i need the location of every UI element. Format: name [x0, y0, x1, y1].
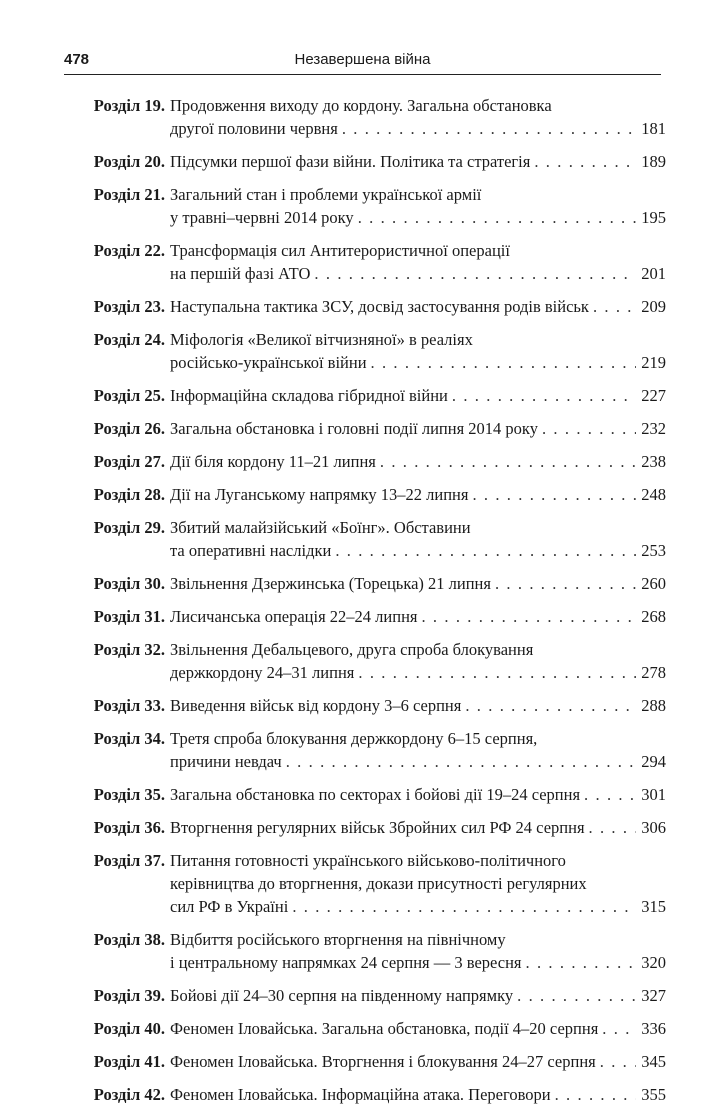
toc-entry-title-line: Питання готовності українського військово-політичного — [170, 851, 566, 870]
dot-leader — [417, 605, 636, 628]
toc-entry-title-line: у травні–червні 2014 року . . . 195 — [170, 206, 666, 229]
toc-entry-page: 238 — [641, 452, 666, 471]
toc-entry-title-line: Дії на Луганському напрямку 13–22 липня . . . 248 — [170, 483, 666, 506]
toc-entry-title — [170, 572, 666, 595]
toc-entry-title — [170, 984, 666, 1007]
toc-entry-label: Розділ 32. — [93, 640, 165, 659]
toc-entry-title-line: Наступальна тактика ЗСУ, досвід застосування родів військ . . . 209 — [170, 295, 666, 318]
toc-entry-title-line: причини невдач . . . 294 — [170, 750, 666, 773]
page-header — [64, 48, 661, 75]
toc-entry-title — [170, 417, 666, 440]
toc-entry-title — [170, 849, 666, 918]
toc-entry — [0, 638, 725, 684]
toc-entry-title-line: Загальна обстановка по секторах і бойові дії 19–24 серпня . . . 301 — [170, 783, 666, 806]
toc-entry-page: 181 — [641, 119, 666, 138]
dot-leader — [310, 262, 636, 285]
toc-entry-label: Розділ 23. — [93, 297, 165, 316]
toc-entry-label: Розділ 25. — [93, 386, 165, 405]
dot-leader — [331, 539, 636, 562]
toc-entry-page: 268 — [641, 607, 666, 626]
toc-entry-page: 248 — [641, 485, 666, 504]
dot-leader — [585, 816, 636, 839]
toc-entry — [0, 1050, 725, 1073]
dot-leader — [589, 295, 636, 318]
running-title: Незавершена війна — [294, 51, 431, 68]
toc-entry — [0, 694, 725, 717]
toc-entry-label: Розділ 36. — [93, 818, 165, 837]
toc-entry-title-line: Збитий малайзійський «Боїнг». Обставини — [170, 518, 471, 537]
toc-entry-page: 315 — [641, 897, 666, 916]
page-number: 478 — [64, 51, 90, 68]
toc-entry-title — [170, 816, 666, 839]
toc-entry-label: Розділ 20. — [93, 152, 165, 171]
toc-entry-title-line: Виведення військ від кордону 3–6 серпня . . . 288 — [170, 694, 666, 717]
toc-entry-title-line: Дії біля кордону 11–21 липня . . . 238 — [170, 450, 666, 473]
toc-entry-label: Розділ 22. — [93, 241, 165, 260]
dot-leader — [513, 984, 636, 1007]
toc-entry-title — [170, 1050, 666, 1073]
dot-leader — [376, 450, 636, 473]
toc-entry — [0, 450, 725, 473]
toc-entry-label: Розділ 35. — [93, 785, 165, 804]
toc-entry-title-line: другої половини червня . . . 181 — [170, 117, 666, 140]
toc-entry-page: 288 — [641, 696, 666, 715]
dot-leader — [580, 783, 636, 806]
toc-entry-label: Розділ 39. — [93, 986, 165, 1005]
toc-entry-title-line: Феномен Іловайська. Загальна обстановка, події 4–20 серпня . . . 336 — [170, 1017, 666, 1040]
dot-leader — [530, 150, 636, 173]
toc-entry-page: 232 — [641, 419, 666, 438]
toc-entry-page: 345 — [641, 1052, 666, 1071]
toc-entry-label: Розділ 33. — [93, 696, 165, 715]
toc-entry-label: Розділ 31. — [93, 607, 165, 626]
toc-entry-title-line: Інформаційна складова гібридної війни . . . 227 — [170, 384, 666, 407]
toc-entry-label: Розділ 40. — [93, 1019, 165, 1038]
toc-entry-title — [170, 239, 666, 285]
toc-entry-title-line: Відбиття російського вторгнення на північному — [170, 930, 506, 949]
toc-entry-page: 355 — [641, 1085, 666, 1104]
dot-leader — [468, 483, 636, 506]
toc-entry-title-line: Продовження виходу до кордону. Загальна обстановка — [170, 96, 552, 115]
toc-entry-title — [170, 183, 666, 229]
toc-entry — [0, 572, 725, 595]
toc-entry-page: 301 — [641, 785, 666, 804]
toc-entry-page: 260 — [641, 574, 666, 593]
toc-entry-title-line: Міфологія «Великої вітчизняної» в реаліях — [170, 330, 473, 349]
toc-entry-title-line: та оперативні наслідки . . . 253 — [170, 539, 666, 562]
toc-entry — [0, 239, 725, 285]
toc-entry-title-line: Третя спроба блокування держкордону 6–15 серпня, — [170, 729, 538, 748]
toc-entry-title-line: керівництва до вторгнення, докази присутності регулярних — [170, 874, 587, 893]
dot-leader — [491, 572, 636, 595]
toc-entry-page: 336 — [641, 1019, 666, 1038]
toc-entry-title — [170, 328, 666, 374]
dot-leader — [551, 1083, 636, 1106]
toc-entry — [0, 94, 725, 140]
table-of-contents — [0, 94, 725, 1116]
toc-entry-title — [170, 450, 666, 473]
toc-entry-label: Розділ 27. — [93, 452, 165, 471]
dot-leader — [282, 750, 636, 773]
toc-entry-page: 327 — [641, 986, 666, 1005]
toc-entry-label: Розділ 21. — [93, 185, 165, 204]
toc-entry — [0, 384, 725, 407]
toc-entry-label: Розділ 42. — [93, 1085, 165, 1104]
toc-entry-title-line: Вторгнення регулярних військ Збройних сил РФ 24 серпня . . . 306 — [170, 816, 666, 839]
toc-entry-page: 253 — [641, 541, 666, 560]
toc-entry-title-line: Підсумки першої фази війни. Політика та стратегія . . . 189 — [170, 150, 666, 173]
toc-entry-title — [170, 516, 666, 562]
toc-entry-title — [170, 1083, 666, 1106]
toc-entry-title — [170, 1017, 666, 1040]
toc-entry-title — [170, 94, 666, 140]
toc-entry-title — [170, 150, 666, 173]
toc-entry-title-line: держкордону 24–31 липня . . . 278 — [170, 661, 666, 684]
dot-leader — [461, 694, 636, 717]
toc-entry-title — [170, 928, 666, 974]
toc-entry-label: Розділ 38. — [93, 930, 165, 949]
toc-entry-label: Розділ 19. — [93, 96, 165, 115]
toc-entry-title — [170, 694, 666, 717]
dot-leader — [596, 1050, 636, 1073]
toc-entry-title-line: і центральному напрямках 24 серпня — 3 вересня . . . 320 — [170, 951, 666, 974]
toc-entry-page: 219 — [641, 353, 666, 372]
dot-leader — [354, 661, 636, 684]
toc-entry-title — [170, 783, 666, 806]
dot-leader — [288, 895, 636, 918]
toc-entry-title-line: Трансформація сил Антитерористичної операції — [170, 241, 510, 260]
toc-entry-page: 320 — [641, 953, 666, 972]
toc-entry-title — [170, 384, 666, 407]
dot-leader — [367, 351, 636, 374]
toc-entry-page: 294 — [641, 752, 666, 771]
dot-leader — [448, 384, 636, 407]
toc-entry-label: Розділ 29. — [93, 518, 165, 537]
dot-leader — [598, 1017, 636, 1040]
toc-entry-label: Розділ 28. — [93, 485, 165, 504]
toc-entry-title-line: Звільнення Дзержинська (Торецька) 21 липня . . . 260 — [170, 572, 666, 595]
toc-entry-title-line: Феномен Іловайська. Вторгнення і блокування 24–27 серпня . . . 345 — [170, 1050, 666, 1073]
toc-entry-page: 278 — [641, 663, 666, 682]
toc-entry-title-line: Загальний стан і проблеми української армії — [170, 185, 482, 204]
toc-entry-title-line: на першій фазі АТО . . . 201 — [170, 262, 666, 285]
toc-entry — [0, 183, 725, 229]
toc-entry-page: 189 — [641, 152, 666, 171]
toc-entry — [0, 783, 725, 806]
dot-leader — [354, 206, 636, 229]
toc-entry — [0, 150, 725, 173]
toc-entry — [0, 1083, 725, 1106]
toc-entry-page: 195 — [641, 208, 666, 227]
toc-entry — [0, 816, 725, 839]
toc-entry-label: Розділ 24. — [93, 330, 165, 349]
toc-entry — [0, 417, 725, 440]
toc-entry-label: Розділ 34. — [93, 729, 165, 748]
toc-entry — [0, 984, 725, 1007]
toc-entry-title-line: Звільнення Дебальцевого, друга спроба блокування — [170, 640, 534, 659]
toc-entry-title — [170, 638, 666, 684]
dot-leader — [522, 951, 636, 974]
toc-entry-title-line: російсько-української війни . . . 219 — [170, 351, 666, 374]
toc-entry — [0, 516, 725, 562]
toc-entry-title-line: сил РФ в Україні . . . 315 — [170, 895, 666, 918]
toc-entry — [0, 295, 725, 318]
toc-entry-title — [170, 605, 666, 628]
toc-entry — [0, 1017, 725, 1040]
toc-entry-label: Розділ 30. — [93, 574, 165, 593]
toc-entry — [0, 849, 725, 918]
toc-entry — [0, 483, 725, 506]
toc-entry — [0, 928, 725, 974]
toc-entry-page: 201 — [641, 264, 666, 283]
toc-entry-page: 306 — [641, 818, 666, 837]
toc-entry — [0, 328, 725, 374]
dot-leader — [538, 417, 636, 440]
toc-entry-title-line: Загальна обстановка і головні події липня 2014 року . . . 232 — [170, 417, 666, 440]
toc-entry-page: 209 — [641, 297, 666, 316]
dot-leader — [338, 117, 636, 140]
toc-entry-title — [170, 483, 666, 506]
toc-entry-title-line: Лисичанська операція 22–24 липня . . . 268 — [170, 605, 666, 628]
toc-entry-label: Розділ 37. — [93, 851, 165, 870]
toc-entry-title — [170, 727, 666, 773]
toc-entry-title-line: Бойові дії 24–30 серпня на південному напрямку . . . 327 — [170, 984, 666, 1007]
toc-entry-title-line: Феномен Іловайська. Інформаційна атака. Переговори . . . 355 — [170, 1083, 666, 1106]
toc-entry-label: Розділ 26. — [93, 419, 165, 438]
toc-entry — [0, 605, 725, 628]
toc-entry-page: 227 — [641, 386, 666, 405]
toc-entry — [0, 727, 725, 773]
toc-entry-label: Розділ 41. — [93, 1052, 165, 1071]
toc-entry-title — [170, 295, 666, 318]
